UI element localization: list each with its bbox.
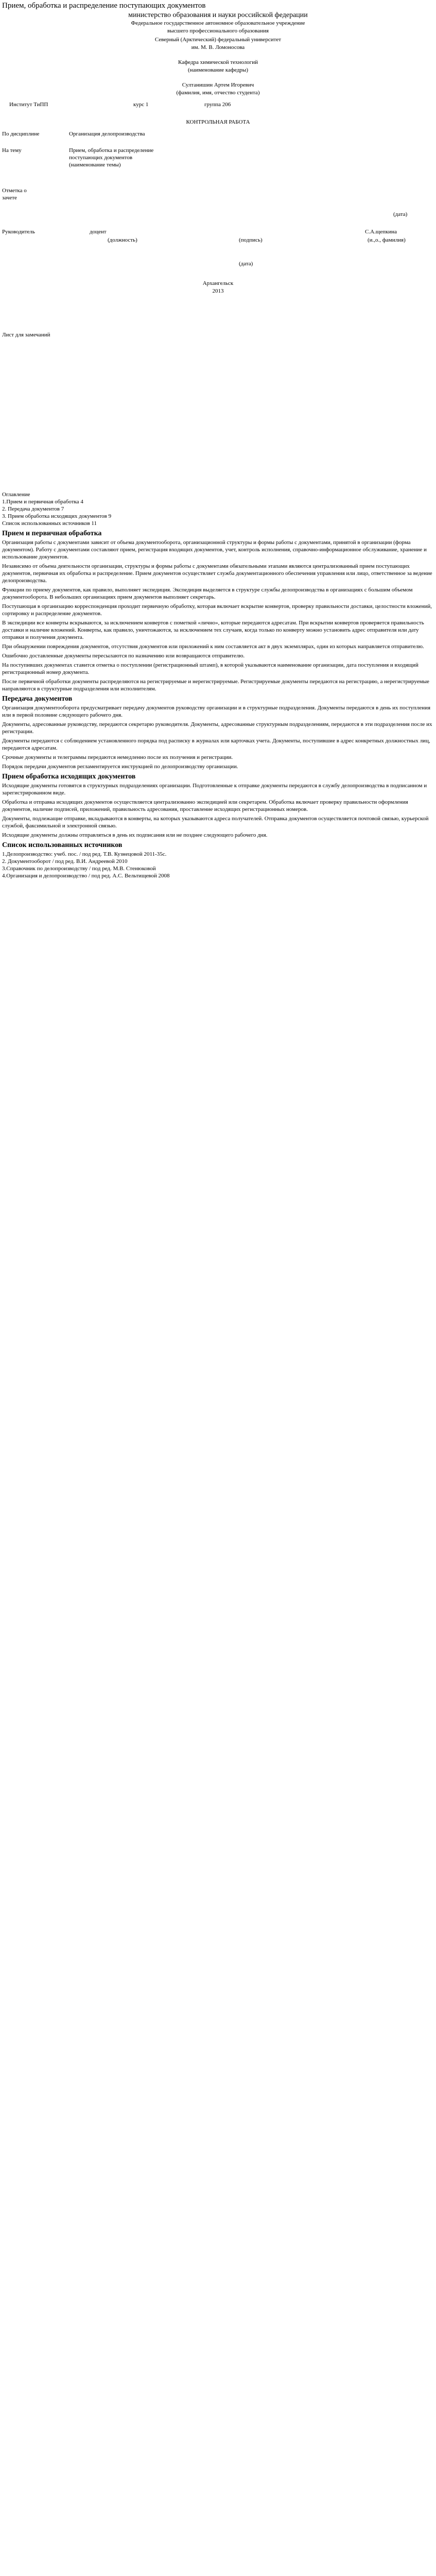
ministry-line: министерство образования и науки российской федерации <box>128 11 308 19</box>
paragraph: В экспедиции все конверты вскрываются, за исключением конвертов с пометкой «лично», которые передаются адресатам. При вскрытии конвертов проверяется правильность доставки и наличие вложений. Конверты, как правило, уничтожаются, за исключением тех случаев, когда только по конверту можно установить адрес отправителя или дату отправки и получения документа. <box>2 620 424 640</box>
source-item: 3.Справочник по делопроизводству / под ред. М.В. Стенюковой <box>2 866 156 872</box>
paragraph: Поступающая в организацию корреспонденция проходит первичную обработку, которая включает вскрытие конвертов, проверку правильности доставки, целостности вложений, сортировку и распределение документов. <box>2 603 432 617</box>
discipline-row <box>2 129 434 142</box>
student-name: Султанишин Артем Игоревич <box>182 82 254 88</box>
paragraph: Исходящие документы должны отправляться в день их подписания или не позднее следующего рабочего дня. <box>2 832 268 838</box>
department-caption: (наименование кафедры) <box>188 67 248 73</box>
department-line: Кафедра химической технологий <box>178 59 258 65</box>
paragraph: Обработка и отправка исходящих документов осуществляется централизованно экспедицией или секретарем. Обработка включает проверку правильности оформления документов, наличие подписей, приложений, правильность адресования, проставление исходящих регистрационных номеров. <box>2 799 408 812</box>
supervisor-row <box>2 228 434 270</box>
toc-item: Список использованных источников 11 <box>2 520 97 527</box>
position-caption: (должность) <box>108 237 137 243</box>
edu-level-line: высшего профессионального образования <box>167 28 269 34</box>
remarks-sheet: Лист для замечаний <box>2 332 50 338</box>
source-item: 4.Организация и делопроизводство / под ред. А.С. Вельтищевой 2008 <box>2 873 170 879</box>
paragraph: Независимо от объема деятельности организации, структуры и формы работы с документами обязательными этапами являются централизованный прием поступающих документов, первичная их обработка и распределение. Прием документов осуществляет служба документационного обеспечения управления или лицо, ответственное за ведение делопроизводства. <box>2 563 432 584</box>
grade-label: Отметка о зачете <box>2 188 27 201</box>
paragraph: Срочные документы и телеграммы передаются немедленно после их получения и регистрации. <box>2 754 233 760</box>
sign-caption: (подпись) <box>239 237 263 243</box>
topic-label: На тему <box>2 147 22 154</box>
institute: Институт ТиПП <box>9 101 48 108</box>
section-2-body <box>2 704 434 770</box>
sources-heading: Список использованных источников <box>2 841 123 849</box>
paragraph: Организация работы с документами зависит от объема документооборота, организационной структуры и формы работы с документами, принятой в организации (форма документом). Работу с документами составляют прием, регистрация входящих документов, учет, контроль исполнения, справочно-информационное обслуживание, хранение и использование документов. <box>2 539 427 560</box>
discipline-label: По дисциплине <box>2 131 40 137</box>
toc-item: 1.Прием и первичная обработка 4 <box>2 499 83 505</box>
supervisor-name: С.А.щепкина <box>365 229 397 235</box>
paragraph: Документы, подлежащие отправке, вкладываются в конверты, на которых указываются адреса получателей. Отправка документов осуществляется почтовой связью, курьерской службой, факсимильной и электронной связью. <box>2 816 429 829</box>
year: 2013 <box>212 288 224 294</box>
section-1-body <box>2 539 434 692</box>
toc-list <box>2 498 434 527</box>
agency-line: Федеральное государственное автономное образовательное учреждение <box>131 20 305 26</box>
student-caption: (фамилия, имя, отчество студента) <box>176 90 260 96</box>
supervisor-position: доцент <box>90 229 107 235</box>
grade-row <box>2 187 434 228</box>
paragraph: Порядок передачи документов регламентируется инструкцией по делопроизводству организации. <box>2 764 238 770</box>
info-row <box>2 99 434 110</box>
toc-item: 2. Передача документов 7 <box>2 506 64 512</box>
toc-heading: Оглавление <box>2 492 30 498</box>
section-3-title: Прием обработка исходящих документов <box>2 773 136 781</box>
paragraph: Ошибочно доставленные документы пересылаются по назначению или возвращаются отправителю. <box>2 653 245 659</box>
name-caption: (и.,о., фамилия) <box>368 237 406 243</box>
grade-date-caption: (дата) <box>393 211 408 217</box>
paragraph: Исходящие документы готовятся в структурных подразделениях организации. Подготовленные к отправке документы передаются в службу делопроизводства в подписанном и зарегистрированном виде. <box>2 783 427 796</box>
supervisor-label: Руководитель <box>2 229 35 235</box>
sources-list <box>2 851 434 879</box>
paragraph: На поступивших документах ставится отметка о поступлении (регистрационный штамп), в которой указываются наименование организации, дата поступления и входящий регистрационный номер документа. <box>2 662 418 675</box>
section-1-title: Прием и первичная обработка <box>2 530 102 537</box>
university-line: Северный (Арктический) федеральный университет <box>154 37 282 43</box>
named-after-line: им. М. В. Ломоносова <box>191 44 245 50</box>
group: группа 206 <box>204 101 231 108</box>
paragraph: После первичной обработки документы распределяются на регистрируемые и нерегистрируемые. Регистрируемые документы передаются на регистрацию, а нерегистрируемые направляются в структурные подразделения или исполнителям. <box>2 679 429 692</box>
source-item: 2. Документооборот / под ред. В.И. Андреевой 2010 <box>2 858 128 865</box>
supervisor-date-caption: (дата) <box>239 261 253 267</box>
discipline-value: Организация делопроизводства <box>69 131 145 137</box>
course: курс 1 <box>133 101 149 108</box>
topic-value: Прием, обработка и распределение поступающих документов <box>69 147 154 161</box>
city: Архангельск <box>202 280 234 286</box>
paragraph: Организация документооборота предусматривает передачу документов руководству организации и в структурные подразделения. Документы передаются в день их поступления или в первой половине следующего рабочего дня. <box>2 705 431 718</box>
source-item: 1.Делопроизводство: учеб. пос. / под ред. Т.В. Кузнецовой 2011-35с. <box>2 851 167 857</box>
paragraph: Функции по приему документов, как правило, выполняет экспедиция. Экспедиция выделяется в структуре службы делопроизводства в организациях с большим объемом документооборота. В небольших организациях прием документов выполняет секретарь. <box>2 587 413 600</box>
paragraph: При обнаружении повреждения документов, отсутствия документов или приложений к ним составляется акт в двух экземплярах, один из которых направляется отправителю. <box>2 643 424 650</box>
document-title: Прием, обработка и распределение поступающих документов <box>2 2 206 10</box>
topic-caption: (наименование темы) <box>69 162 121 168</box>
paragraph: Документы, адресованные руководству, передаются секретарю руководителя. Документы, адресованные структурным подразделениям, передаются в эти подразделения после их регистрации. <box>2 721 432 735</box>
section-3-body <box>2 782 434 839</box>
toc-item: 3. Прием обработка исходящих документов 9 <box>2 513 112 519</box>
paragraph: Документы передаются с соблюдением установленного порядка под расписку в журналах или карточках учета. Документы, поступившие в адрес конкретных должностных лиц, передаются адресатам. <box>2 738 430 751</box>
topic-row <box>2 147 434 177</box>
section-2-title: Передача документов <box>2 695 73 703</box>
work-type: КОНТРОЛЬНАЯ РАБОТА <box>186 119 250 125</box>
